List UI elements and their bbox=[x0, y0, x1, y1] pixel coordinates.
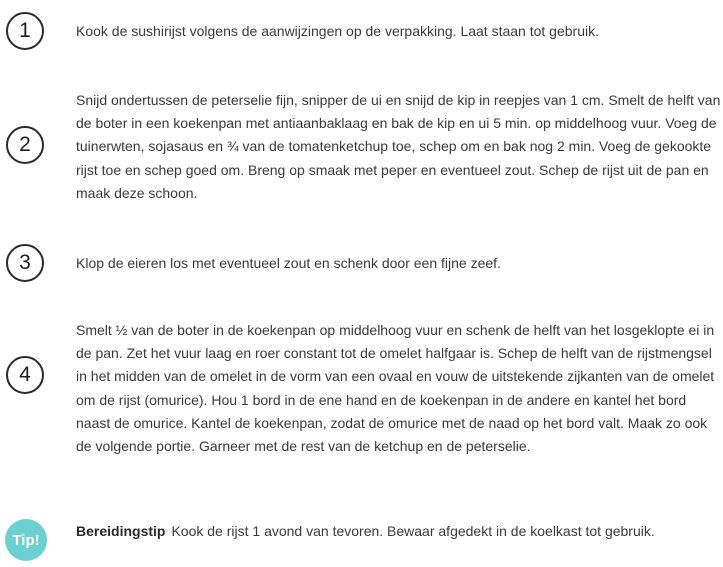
step-number-badge: 3 bbox=[6, 244, 44, 282]
tip-text-line bbox=[76, 520, 722, 543]
step-text: Snijd ondertussen de peterselie fijn, snipper de ui en snijd de kip in reepjes van 1 cm. Smelt de helft van de boter in een koekenpan met antiaanbaklaag en bak de kip en ui 5 min. op middelhoog vuur. Voeg de tuinerwten, sojasaus en ¾ van de tomatenketchup toe, schep om en bak nog 2 min. Voeg de gekookte rijst toe en schep goed om. Breng op smaak met peper en eventueel zout. Schep de rijst uit de pan en maak deze schoon. bbox=[76, 92, 721, 201]
tip-text: Kook de rijst 1 avond van tevoren. Bewaar afgedekt in de koelkast tot gebruik. bbox=[171, 523, 655, 539]
step-number-badge: 4 bbox=[6, 356, 44, 394]
step-text: Kook de sushirijst volgens de aanwijzingen op de verpakking. Laat staan tot gebruik. bbox=[76, 23, 599, 39]
tip-badge: Tip! bbox=[5, 519, 47, 561]
tip-label: Bereidingstip bbox=[76, 523, 166, 539]
step-number-badge: 1 bbox=[6, 12, 44, 50]
step-text: Smelt ½ van de boter in de koekenpan op middelhoog vuur en schenk de helft van het losgeklopte ei in de pan. Zet het vuur laag en roer constant tot de omelet halfgaar is. Schep de helft van de rijstmengsel in het midden van de omelet in de vorm van een ovaal en vouw de uitstekende zijkanten van de omelet om de rijst (omurice). Hou 1 bord in de ene hand en de koekenpan in de andere en kantel het bord naast de omurice. Kantel de koekenpan, zodat de omurice met de naad op het bord valt. Maak zo ook de volgende portie. Garneer met de rest van de ketchup en de peterselie. bbox=[76, 322, 715, 455]
step-text: Klop de eieren los met eventueel zout en schenk door een fijne zeef. bbox=[76, 255, 501, 271]
step-number-badge: 2 bbox=[6, 126, 44, 164]
